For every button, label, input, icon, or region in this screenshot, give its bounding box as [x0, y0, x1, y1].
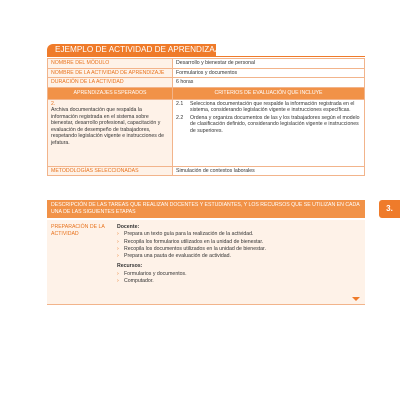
list-item-text: Computador.: [124, 278, 154, 285]
duracion-label: DURACIÓN DE LA ACTIVIDAD: [48, 78, 173, 88]
criterio-item: [176, 115, 361, 135]
recursos-heading: Recursos:: [117, 263, 143, 270]
actividad-value: Formularios y documentos: [173, 68, 365, 78]
aprendizaje-number: 2.: [51, 100, 56, 107]
table-row: [48, 78, 365, 88]
section-number-tab: 3.: [379, 200, 400, 218]
list-item: [117, 246, 361, 253]
metodologias-value: Simulación de contextos laborales: [173, 166, 365, 176]
list-item: [117, 231, 361, 238]
bullet-arrow-icon: ›: [117, 253, 119, 260]
criterios-cell: [173, 99, 365, 166]
table-row: [48, 99, 365, 166]
title-rule: [47, 56, 365, 57]
table-header-row: [48, 87, 365, 99]
list-item-text: Recopila los formularios utilizados en la unidad de bienestar.: [124, 238, 264, 245]
list-item-text: Prepara un texto guía para la realización de la actividad.: [124, 231, 254, 238]
description-banner: DESCRIPCIÓN DE LAS TAREAS QUE REALIZAN DOCENTES Y ESTUDIANTES, Y LOS RECURSOS QUE SE UTILIZAN EN CADA UNA DE LAS SIGUIENTES ETAPAS: [47, 200, 365, 218]
modulo-value: Desarrollo y bienestar de personal: [173, 59, 365, 69]
preparacion-section: [47, 220, 365, 305]
preparacion-content: [117, 224, 361, 285]
activity-info-table: [47, 58, 365, 176]
modulo-label: NOMBRE DEL MÓDULO: [48, 59, 173, 69]
criterio-number: 2.1: [176, 100, 184, 107]
list-item-text: Formularios y documentos.: [124, 270, 187, 277]
criterio-text: Ordena y organiza documentos de las y los trabajadores según el modelo de clasificación definido, considerando legislación vigente e instrucciones de superiores.: [190, 114, 360, 134]
metodologias-label: METODOLOGÍAS SELECCIONADAS: [48, 166, 173, 176]
bullet-arrow-icon: ›: [117, 245, 119, 252]
criterio-number: 2.2: [176, 114, 184, 121]
list-item: [117, 239, 361, 246]
criterio-text: Selecciona documentación que respalde la información registrada en el sistema, considerando legislación vigente e instrucciones específicas.: [190, 100, 355, 113]
list-item-text: Recopila los documentos utilizados en la unidad de bienestar.: [124, 245, 266, 252]
aprendizaje-text: Archiva documentación que respalda la información registrada en el sistema sobre bienestar, desarrollo profesional, capacitación y evaluación de desempeño de trabajadores, respetando legislación vigente e instrucciones de jefatura.: [51, 107, 165, 146]
list-item: [117, 253, 361, 260]
table-row: [48, 166, 365, 176]
list-item-text: Prepara una pauta de evaluación de actividad.: [124, 253, 231, 260]
table-row: [48, 68, 365, 78]
bullet-arrow-icon: ›: [117, 231, 119, 238]
criterios-header: CRITERIOS DE EVALUACIÓN QUE INCLUYE: [173, 87, 365, 99]
continue-down-arrow-icon: [352, 297, 360, 301]
bullet-arrow-icon: ›: [117, 270, 119, 277]
bullet-arrow-icon: ›: [117, 238, 119, 245]
preparacion-label: PREPARACIÓN DE LA ACTIVIDAD: [51, 224, 105, 237]
list-item: [117, 278, 361, 285]
list-item: [117, 271, 361, 278]
page-title: EJEMPLO DE ACTIVIDAD DE APRENDIZAJE: [47, 44, 216, 56]
bullet-arrow-icon: ›: [117, 278, 119, 285]
docente-heading: Docente:: [117, 224, 140, 230]
criterio-item: [176, 101, 361, 114]
actividad-label: NOMBRE DE LA ACTIVIDAD DE APRENDIZAJE: [48, 68, 173, 78]
table-row: [48, 59, 365, 69]
duracion-value: 6 horas: [173, 78, 365, 88]
aprendizajes-header: APRENDIZAJES ESPERADOS: [48, 87, 173, 99]
aprendizaje-cell: [48, 99, 173, 166]
